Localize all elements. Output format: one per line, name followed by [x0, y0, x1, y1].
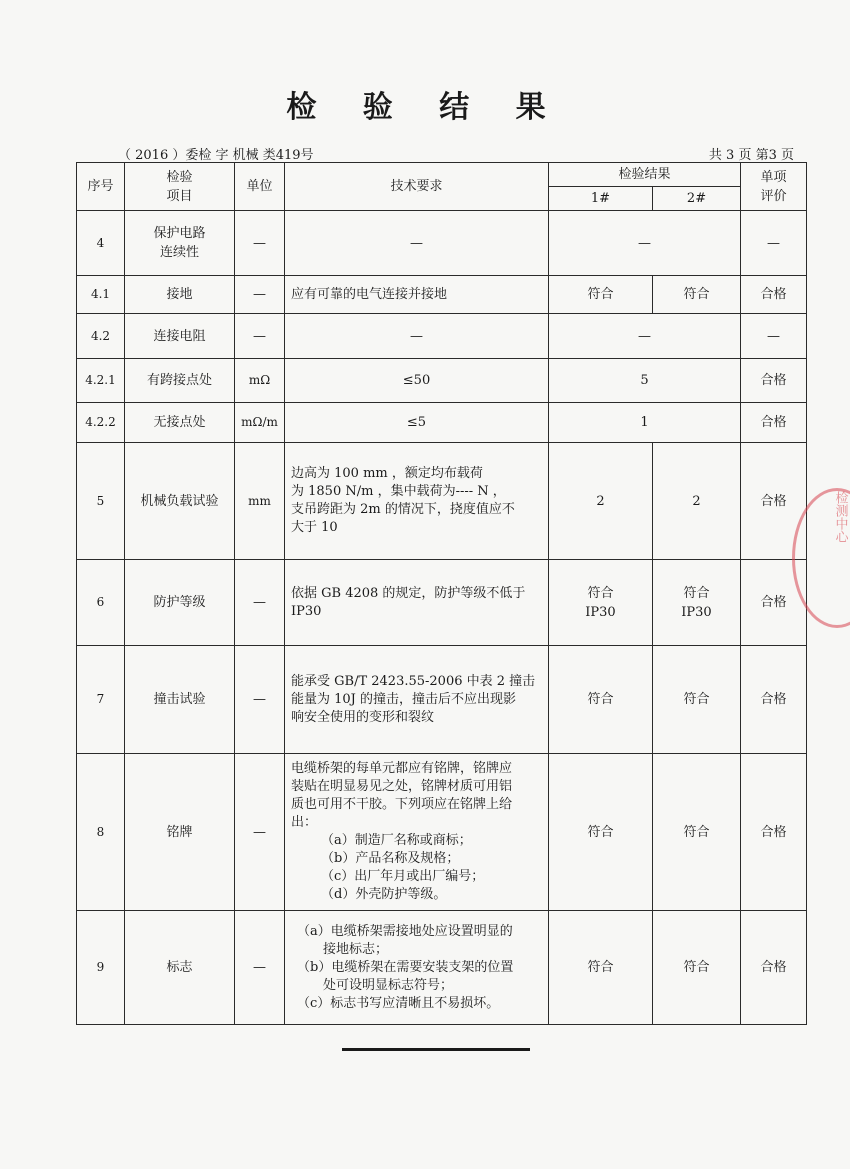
row-seq: 9 [77, 911, 125, 1025]
row-seq: 4.2 [77, 314, 125, 359]
row-evaluation: — [741, 211, 807, 276]
row-item: 保护电路 连续性 [125, 211, 235, 276]
row-unit: — [235, 314, 285, 359]
row-requirement: 依据 GB 4208 的规定，防护等级不低于 IP30 [285, 560, 549, 646]
row-seq: 7 [77, 646, 125, 754]
row-result-2: 符合 [653, 754, 741, 911]
row-result-1: 符合 [549, 276, 653, 314]
row-unit: mΩ [235, 359, 285, 403]
table-row [77, 911, 807, 1025]
row-evaluation: 合格 [741, 359, 807, 403]
requirement-list-item: （c）出厂年月或出厂编号； [321, 869, 485, 884]
row-seq: 6 [77, 560, 125, 646]
row-seq: 4.2.2 [77, 403, 125, 443]
row-evaluation: 合格 [741, 646, 807, 754]
row-item: 标志 [125, 911, 235, 1025]
table-row [77, 314, 807, 359]
table-row [77, 646, 807, 754]
row-seq: 4 [77, 211, 125, 276]
row-result-1: 符合 IP30 [549, 560, 653, 646]
table-row [77, 443, 807, 560]
requirement-list-item: （b）电缆桥架在需要安装支架的位置 处可设明显标志符号； [297, 959, 514, 993]
row-unit: mΩ/m [235, 403, 285, 443]
row-item: 有跨接点处 [125, 359, 235, 403]
row-unit: — [235, 560, 285, 646]
row-item: 无接点处 [125, 403, 235, 443]
table-row [77, 754, 807, 911]
row-item: 连接电阻 [125, 314, 235, 359]
end-of-table-rule [342, 1048, 530, 1051]
table-row [77, 211, 807, 276]
row-result-1: 符合 [549, 754, 653, 911]
row-result-2: 符合 [653, 911, 741, 1025]
row-result: — [549, 314, 741, 359]
row-requirement [285, 911, 549, 1025]
header-item: 检验 项目 [125, 163, 235, 211]
table-row [77, 560, 807, 646]
row-evaluation: 合格 [741, 911, 807, 1025]
header-result: 检验结果 [549, 163, 741, 187]
row-unit: — [235, 646, 285, 754]
requirement-list-item: （b）产品名称及规格； [321, 851, 460, 866]
row-item: 铭牌 [125, 754, 235, 911]
header-unit: 单位 [235, 163, 285, 211]
row-result: 5 [549, 359, 741, 403]
row-unit: mm [235, 443, 285, 560]
table-row [77, 359, 807, 403]
row-evaluation: 合格 [741, 403, 807, 443]
requirement-list-item: （a）制造厂名称或商标； [321, 833, 472, 848]
requirement-list-item: （c）标志书写应清晰且不易损坏。 [297, 995, 500, 1011]
row-seq: 5 [77, 443, 125, 560]
row-requirement [285, 754, 549, 911]
row-seq: 4.2.1 [77, 359, 125, 403]
row-evaluation: — [741, 314, 807, 359]
table-header-row [77, 163, 807, 187]
row-requirement: — [285, 314, 549, 359]
row-evaluation: 合格 [741, 443, 807, 560]
inspection-results-table [76, 162, 807, 1025]
row-evaluation: 合格 [741, 276, 807, 314]
row-unit: — [235, 911, 285, 1025]
page-title: 检 验 结 果 [286, 90, 564, 125]
report-number: （ 2016 ）委检 字 机械 类419号 [118, 148, 314, 163]
requirement-intro: 电缆桥架的每单元都应有铭牌，铭牌应 装贴在明显易见之处，铭牌材质可用铝 质也可用不干胶。下列项应在铭牌上给 出： [291, 761, 513, 830]
row-requirement: ≤50 [285, 359, 549, 403]
header-sample-1: 1# [549, 187, 653, 211]
header-evaluation: 单项 评价 [741, 163, 807, 211]
row-requirement: 应有可靠的电气连接并接地 [285, 276, 549, 314]
row-result-1: 符合 [549, 911, 653, 1025]
row-seq: 8 [77, 754, 125, 911]
row-requirement: — [285, 211, 549, 276]
row-result-1: 符合 [549, 646, 653, 754]
row-unit: — [235, 754, 285, 911]
row-item: 机械负载试验 [125, 443, 235, 560]
row-result-1: 2 [549, 443, 653, 560]
page-count: 共 3 页 第3 页 [708, 148, 794, 163]
row-item: 接地 [125, 276, 235, 314]
row-result-2: 符合 IP30 [653, 560, 741, 646]
header-sample-2: 2# [653, 187, 741, 211]
row-item: 撞击试验 [125, 646, 235, 754]
row-requirement: ≤5 [285, 403, 549, 443]
header-seq: 序号 [77, 163, 125, 211]
table-row [77, 276, 807, 314]
official-seal-stamp: 检测中心 [792, 488, 850, 628]
row-seq: 4.1 [77, 276, 125, 314]
row-requirement: 边高为 100 mm ，额定均布载荷 为 1850 N/m ，集中载荷为---- N ， 支吊跨距为 2m 的情况下，挠度值应不 大于 10 [285, 443, 549, 560]
header-requirement: 技术要求 [285, 163, 549, 211]
row-unit: — [235, 276, 285, 314]
row-item: 防护等级 [125, 560, 235, 646]
row-result-2: 符合 [653, 276, 741, 314]
row-result: — [549, 211, 741, 276]
row-result: 1 [549, 403, 741, 443]
row-requirement: 能承受 GB/T 2423.55-2006 中表 2 撞击 能量为 10J 的撞击，撞击后不应出现影 响安全使用的变形和裂纹 [285, 646, 549, 754]
row-evaluation: 合格 [741, 754, 807, 911]
requirement-list-item: （a）电缆桥架需接地处应设置明显的 接地标志； [297, 923, 513, 957]
requirement-list-item: （d）外壳防护等级。 [321, 887, 447, 902]
row-evaluation: 合格 [741, 560, 807, 646]
row-unit: — [235, 211, 285, 276]
row-result-2: 2 [653, 443, 741, 560]
row-result-2: 符合 [653, 646, 741, 754]
table-row [77, 403, 807, 443]
